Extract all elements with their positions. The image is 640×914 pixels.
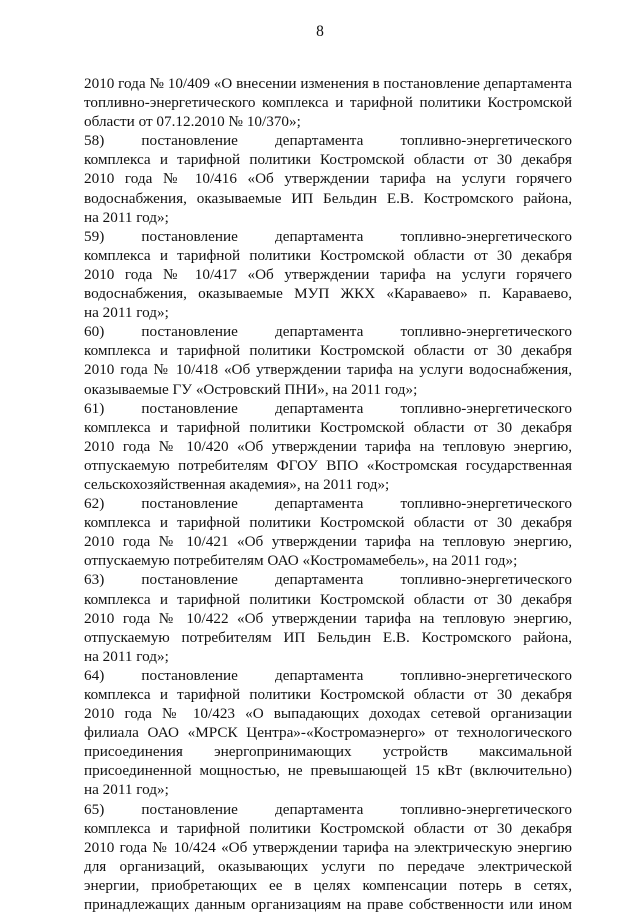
text-line: 2010 года № 10/424 «Об утверждении тарифа на электрическую энергию (84, 838, 572, 856)
text-line: комплекса и тарифной политики Костромской области от 30 декабря (84, 514, 572, 532)
text-line: 64) постановление департамента топливно-энергетического (84, 666, 572, 684)
text-line: водоснабжения, оказываемые МУП ЖКХ «Караваево» п. Караваево, (84, 285, 572, 303)
text-line: для организаций, оказывающих услуги по передаче электрической (84, 857, 572, 875)
text-line: энергии, приобретающих ее в целях компенсации потерь в сетях, (84, 876, 572, 894)
text-line: на 2011 год»; (84, 781, 169, 799)
text-line: отпускаемую потребителям ОАО «Костромамебель», на 2011 год»; (84, 552, 518, 570)
text-line: 59) постановление департамента топливно-энергетического (84, 227, 572, 245)
text-line: филиала ОАО «МРСК Центра»-«Костромаэнерго» от технологического (84, 724, 572, 742)
text-line: отпускаемую потребителям ИП Бельдин Е.В. Костромского района, (84, 628, 572, 646)
text-line: комплекса и тарифной политики Костромской области от 30 декабря (84, 246, 572, 264)
text-line: области от 07.12.2010 № 10/370»; (84, 113, 301, 131)
text-line: 58) постановление департамента топливно-энергетического (84, 132, 572, 150)
text-line: 65) постановление департамента топливно-энергетического (84, 800, 572, 818)
text-line: комплекса и тарифной политики Костромской области от 30 декабря (84, 151, 572, 169)
paragraph (84, 570, 572, 665)
paragraph (84, 666, 572, 800)
text-line: на 2011 год»; (84, 647, 169, 665)
paragraph (84, 800, 572, 914)
text-line: комплекса и тарифной политики Костромской области от 30 декабря (84, 418, 572, 436)
text-line: комплекса и тарифной политики Костромской области от 30 декабря (84, 342, 572, 360)
text-line: присоединенной мощностью, не превышающей 15 кВт (включительно) (84, 762, 572, 780)
text-line: оказываемые ГУ «Островский ПНИ», на 2011 год»; (84, 380, 418, 398)
text-line: присоединения энергопринимающих устройств максимальной (84, 743, 572, 761)
page-number: 8 (316, 23, 324, 40)
text-line: 2010 года № 10/423 «О выпадающих доходах сетевой организации (84, 705, 572, 723)
text-line: 63) постановление департамента топливно-энергетического (84, 571, 572, 589)
text-line: комплекса и тарифной политики Костромской области от 30 декабря (84, 819, 572, 837)
text-line: 60) постановление департамента топливно-энергетического (84, 323, 572, 341)
text-line: 2010 года № 10/422 «Об утверждении тарифа на тепловую энергию, (84, 609, 572, 627)
text-line: топливно-энергетического комплекса и тарифной политики Костромской (84, 94, 572, 112)
text-line: 62) постановление департамента топливно-энергетического (84, 495, 572, 513)
text-line: 2010 года № 10/421 «Об утверждении тарифа на тепловую энергию, (84, 533, 572, 551)
paragraph (84, 74, 572, 131)
text-line: 2010 года № 10/418 «Об утверждении тарифа на услуги водоснабжения, (84, 361, 572, 379)
paragraph (84, 399, 572, 494)
text-line: принадлежащих данным организациям на праве собственности или ином (84, 896, 572, 914)
text-line: сельскохозяйственная академия», на 2011 год»; (84, 475, 390, 493)
text-line: 2010 года № 10/409 «О внесении изменения в постановление департамента (84, 75, 572, 92)
text-line: водоснабжения, оказываемые ИП Бельдин Е.В. Костромского района, (84, 189, 572, 207)
text-line: 2010 года № 10/417 «Об утверждении тарифа на услуги горячего (84, 265, 572, 283)
text-line: 2010 года № 10/420 «Об утверждении тарифа на тепловую энергию, (84, 437, 572, 455)
text-line: на 2011 год»; (84, 304, 169, 322)
document-body (84, 74, 572, 914)
paragraph (84, 227, 572, 322)
paragraph (84, 494, 572, 570)
text-line: комплекса и тарифной политики Костромской области от 30 декабря (84, 590, 572, 608)
text-line: на 2011 год»; (84, 208, 169, 226)
text-line: комплекса и тарифной политики Костромской области от 30 декабря (84, 686, 572, 703)
paragraph (84, 131, 572, 226)
text-line: 61) постановление департамента топливно-энергетического (84, 399, 572, 417)
text-line: отпускаемую потребителям ФГОУ ВПО «Костромская государственная (84, 456, 572, 474)
paragraph (84, 322, 572, 398)
text-line: 2010 года № 10/416 «Об утверждении тарифа на услуги горячего (84, 170, 572, 188)
